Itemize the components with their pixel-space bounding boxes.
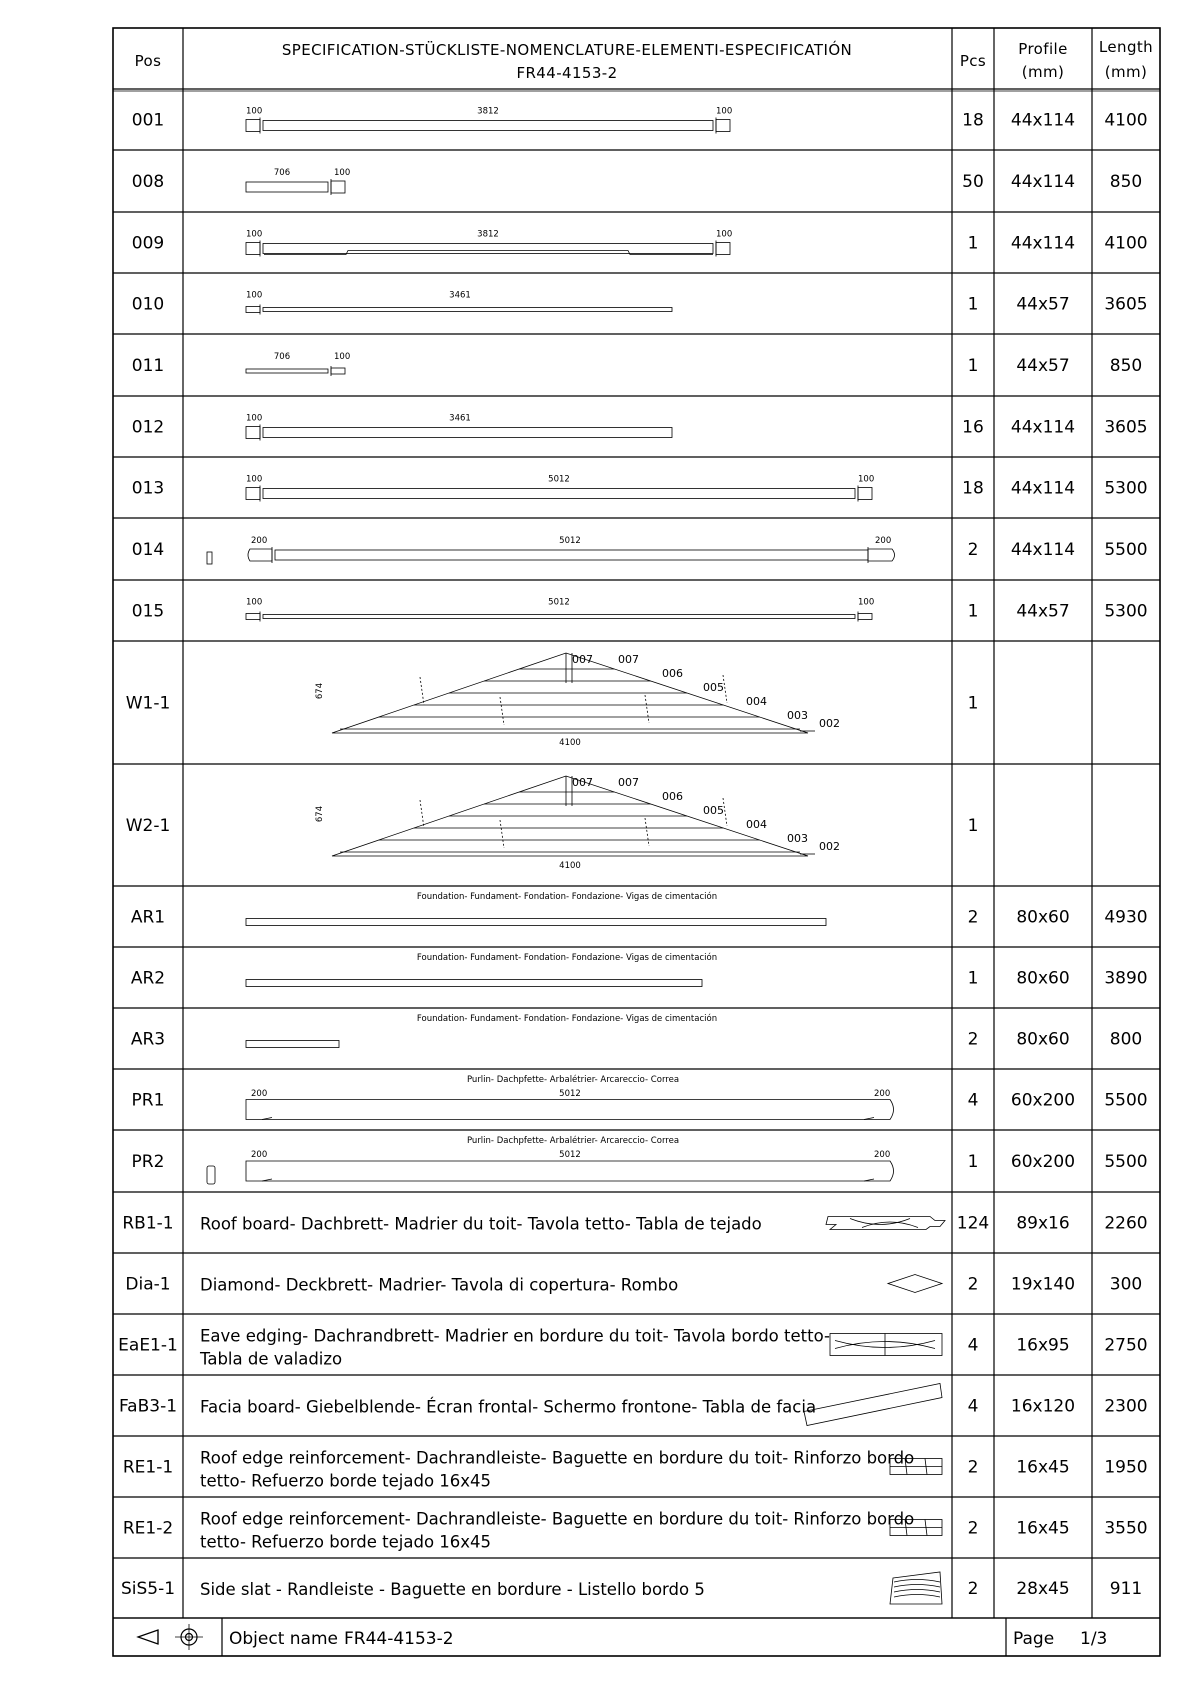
row-pcs: 1 [967, 968, 979, 989]
row-pos: RE1-2 [122, 1518, 174, 1539]
row-description: Roof board- Dachbrett- Madrier du toit- Tavola tetto- Tabla de tejado [200, 1214, 762, 1234]
row-profile: 44x114 [1010, 478, 1076, 499]
dim-left: 200 [251, 1150, 268, 1160]
row-pcs: 2 [967, 1029, 979, 1050]
object-name-value: FR44-4153-2 [344, 1629, 454, 1649]
truss-member-label: 005 [703, 681, 724, 694]
spec-rows [113, 91, 1160, 1618]
part-drawing [246, 952, 717, 987]
eave-edging-profile-icon [830, 1334, 942, 1356]
row-profile: 89x16 [1016, 1213, 1070, 1234]
row-pos: 014 [131, 540, 165, 560]
footer-block [113, 1618, 1160, 1656]
row-length: 850 [1109, 356, 1143, 376]
dim-mid: 5012 [559, 1150, 581, 1160]
row-pcs: 2 [967, 1274, 979, 1295]
row-length: 5500 [1104, 540, 1148, 560]
part-drawing [246, 352, 350, 376]
dim-right: 100 [858, 474, 875, 485]
header-title: SPECIFICATION-STÜCKLISTE-NOMENCLATURE-ELEMENTI-ESPECIFICATIÓN [281, 41, 853, 59]
row-pos: 009 [131, 233, 165, 254]
row-pos: 015 [131, 601, 165, 622]
row-profile: 16x120 [1010, 1396, 1076, 1417]
table-row [113, 291, 1160, 335]
row-length: 1950 [1104, 1457, 1148, 1478]
row-pcs: 4 [967, 1090, 979, 1111]
row-profile: 80x60 [1016, 1029, 1070, 1050]
row-profile: 16x95 [1016, 1335, 1070, 1356]
dim-right: 200 [874, 1089, 891, 1099]
drawing-caption: Foundation- Fundament- Fondation- Fondazione- Vigas de cimentación [416, 1014, 718, 1024]
row-length: 911 [1109, 1579, 1143, 1599]
row-description: Facia board- Giebelblende- Écran frontal- Schermo frontone- Tabla de facia [200, 1397, 817, 1417]
dim-left: 100 [246, 290, 263, 301]
part-drawing [199, 1327, 942, 1369]
part-drawing [315, 653, 840, 748]
table-row [113, 776, 1160, 886]
page-value: 1/3 [1080, 1629, 1108, 1649]
row-pos: 011 [131, 356, 165, 376]
row-pos: FaB3-1 [118, 1396, 178, 1417]
dim-mid: 3812 [477, 229, 499, 240]
truss-member-label: 003 [787, 832, 808, 845]
row-profile: 80x60 [1016, 907, 1070, 928]
table-row [113, 952, 1160, 1008]
table-row [113, 536, 1160, 580]
row-pcs: 124 [956, 1213, 990, 1234]
row-pcs: 18 [962, 110, 984, 131]
row-description: Roof edge reinforcement- Dachrandleiste- Baguette en bordure du toit- Rinforzo bordo [200, 1448, 915, 1468]
dim-mid: 5012 [548, 474, 570, 485]
part-drawing [246, 291, 672, 315]
row-pcs: 1 [967, 233, 979, 254]
row-pcs: 1 [967, 601, 979, 622]
dim-height: 674 [315, 805, 325, 823]
row-pos: RE1-1 [122, 1457, 174, 1478]
header-length: Length [1098, 38, 1154, 56]
dim-left: 100 [246, 413, 263, 424]
part-drawing [200, 1215, 945, 1234]
row-pos: EaE1-1 [118, 1335, 178, 1356]
row-length: 300 [1109, 1274, 1143, 1295]
row-pos: 008 [131, 172, 165, 192]
row-description: Roof edge reinforcement- Dachrandleiste- Baguette en bordure du toit- Rinforzo bordo [200, 1509, 915, 1529]
dim-mid: 5012 [548, 597, 570, 608]
row-pcs: 1 [967, 816, 979, 836]
truss-member-label: 005 [703, 804, 724, 817]
row-length: 2750 [1104, 1335, 1148, 1356]
dim-left: 100 [246, 229, 263, 240]
dim-mid: 5012 [559, 536, 581, 546]
part-drawing [200, 1275, 942, 1295]
table-row [113, 1572, 1160, 1618]
row-length: 3890 [1104, 968, 1148, 989]
part-drawing [246, 891, 826, 926]
header-profile: Profile [1018, 40, 1068, 58]
truss-member-label: 007 [572, 653, 593, 666]
header-row [113, 38, 1160, 89]
part-drawing [246, 475, 874, 502]
row-pcs: 16 [962, 417, 984, 438]
part-drawing [246, 168, 350, 195]
row-pcs: 4 [967, 1396, 979, 1417]
row-profile: 44x114 [1010, 417, 1076, 438]
dim-height: 674 [315, 682, 325, 700]
header-pcs: Pcs [959, 52, 987, 70]
dim-right: 200 [874, 1150, 891, 1160]
row-profile: 44x57 [1016, 294, 1070, 315]
dim-right: 100 [334, 352, 351, 362]
header-profile-unit: (mm) [1021, 63, 1065, 81]
row-profile: 60x200 [1010, 1090, 1076, 1111]
dim-right: 100 [716, 106, 733, 117]
part-drawing [246, 1074, 894, 1120]
row-length: 5300 [1104, 601, 1148, 622]
truss-member-label: 003 [787, 709, 808, 722]
row-profile: 44x57 [1016, 601, 1070, 622]
header-drawing-number: FR44-4153-2 [516, 64, 618, 82]
row-pos: Dia-1 [125, 1274, 171, 1295]
dim-base: 4100 [559, 738, 581, 748]
row-profile: 28x45 [1016, 1579, 1070, 1599]
drawing-caption: Purlin- Dachpfette- Arbalétrier- Arcareccio- Correa [466, 1075, 680, 1085]
row-pos: 012 [131, 417, 165, 438]
side-slat-profile-icon [890, 1572, 942, 1604]
row-length: 3605 [1104, 294, 1148, 315]
row-length: 4100 [1104, 110, 1148, 131]
row-pos: SiS5-1 [120, 1579, 176, 1599]
table-row [113, 1327, 1160, 1376]
row-pcs: 2 [967, 1518, 979, 1539]
table-row [113, 1135, 1160, 1192]
dim-right: 200 [875, 536, 892, 546]
dim-mid: 3461 [449, 290, 471, 301]
row-pos: AR1 [130, 907, 166, 928]
dim-left: 200 [251, 536, 268, 546]
row-description-cont: tetto- Refuerzo borde tejado 16x45 [200, 1471, 492, 1491]
table-row [113, 352, 1160, 396]
dim-left: 706 [273, 168, 291, 178]
truss-member-label: 006 [662, 667, 683, 680]
part-drawing [246, 414, 672, 441]
truss-member-label: 004 [746, 818, 767, 831]
part-drawing [207, 1135, 894, 1184]
truss-member-label: 007 [618, 653, 639, 666]
row-profile: 44x57 [1016, 356, 1070, 376]
dim-left: 100 [246, 106, 263, 117]
table-row [113, 1074, 1160, 1130]
row-description-cont: tetto- Refuerzo borde tejado 16x45 [200, 1532, 492, 1552]
row-pos: W1-1 [125, 693, 171, 714]
row-pcs: 2 [967, 1457, 979, 1478]
row-pcs: 1 [967, 1152, 979, 1172]
row-length: 4100 [1104, 233, 1148, 254]
table-row [113, 1214, 1160, 1254]
row-pcs: 50 [962, 172, 984, 192]
table-row [113, 1510, 1160, 1559]
dim-left: 200 [251, 1089, 268, 1099]
drawing-caption: Foundation- Fundament- Fondation- Fondazione- Vigas de cimentación [416, 892, 718, 902]
part-drawing [200, 1384, 942, 1426]
part-drawing [200, 1572, 942, 1604]
row-pos: AR2 [130, 968, 166, 989]
row-description: Diamond- Deckbrett- Madrier- Tavola di copertura- Rombo [200, 1275, 679, 1295]
row-pcs: 2 [967, 1579, 979, 1599]
row-length: 2260 [1104, 1213, 1148, 1234]
part-drawing [207, 536, 895, 564]
row-length: 5500 [1104, 1152, 1148, 1172]
drawing-caption: Foundation- Fundament- Fondation- Fondazione- Vigas de cimentación [416, 953, 718, 963]
truss-member-label: 006 [662, 790, 683, 803]
row-length: 800 [1109, 1029, 1143, 1050]
part-drawing [246, 598, 874, 622]
row-length: 4930 [1104, 907, 1148, 928]
row-length: 3550 [1104, 1518, 1148, 1539]
row-profile: 44x114 [1010, 110, 1076, 131]
part-drawing [200, 1510, 942, 1552]
row-pcs: 1 [967, 356, 979, 376]
drawing-caption: Purlin- Dachpfette- Arbalétrier- Arcareccio- Correa [466, 1136, 680, 1146]
table-row [113, 1013, 1160, 1069]
row-length: 5300 [1104, 478, 1148, 499]
table-row [113, 1384, 1160, 1437]
dim-mid: 3812 [477, 106, 499, 117]
roof-board-profile-icon [826, 1217, 945, 1230]
row-pcs: 4 [967, 1335, 979, 1356]
table-row [113, 91, 1160, 150]
row-profile: 16x45 [1016, 1518, 1070, 1539]
table-row [113, 475, 1160, 519]
dim-right: 100 [716, 229, 733, 240]
truss-member-label: 002 [819, 717, 840, 730]
row-profile: 44x114 [1010, 540, 1076, 560]
row-length: 5500 [1104, 1090, 1148, 1111]
truss-member-label: 002 [819, 840, 840, 853]
row-pos: 001 [131, 110, 165, 131]
row-pos: AR3 [130, 1029, 166, 1050]
row-pos: 010 [131, 294, 165, 315]
part-drawing [246, 230, 732, 257]
page-label: Page [1013, 1629, 1055, 1649]
table-row [113, 598, 1160, 642]
row-length: 3605 [1104, 417, 1148, 438]
header-length-unit: (mm) [1104, 63, 1148, 81]
row-pcs: 18 [962, 478, 984, 499]
object-name-label: Object name [229, 1629, 338, 1649]
dim-base: 4100 [559, 861, 581, 871]
row-pos: W2-1 [125, 816, 171, 836]
table-row [113, 414, 1160, 458]
row-pcs: 1 [967, 693, 979, 714]
table-row [113, 891, 1160, 947]
part-drawing [246, 1013, 717, 1048]
dim-right: 100 [858, 597, 875, 608]
row-description-cont: Tabla de valadizo [200, 1349, 343, 1369]
truss-member-label: 004 [746, 695, 767, 708]
row-pos: PR1 [131, 1090, 165, 1111]
table-row [113, 230, 1160, 274]
row-pos: RB1-1 [122, 1213, 174, 1234]
dim-mid: 5012 [559, 1089, 581, 1099]
row-profile: 16x45 [1016, 1457, 1070, 1478]
row-length: 850 [1109, 172, 1143, 192]
row-pcs: 2 [967, 907, 979, 928]
dim-left: 706 [273, 352, 291, 362]
table-row [113, 168, 1160, 212]
row-pos: PR2 [131, 1152, 165, 1172]
table-row [113, 1275, 1160, 1315]
row-profile: 19x140 [1010, 1274, 1076, 1295]
dim-left: 100 [246, 597, 263, 608]
part-drawing [246, 107, 732, 134]
dim-mid: 3461 [449, 413, 471, 424]
part-drawing [200, 1449, 942, 1491]
table-row [113, 653, 1160, 764]
row-length: 2300 [1104, 1396, 1148, 1417]
table-row [113, 1449, 1160, 1498]
row-profile: 44x114 [1010, 233, 1076, 254]
facia-board-icon [804, 1384, 942, 1426]
row-profile: 44x114 [1010, 172, 1076, 192]
row-description: Side slat - Randleiste - Baguette en bordure - Listello bordo 5 [200, 1580, 705, 1599]
truss-member-label: 007 [572, 776, 593, 789]
diamond-icon [888, 1275, 942, 1293]
row-pcs: 2 [967, 540, 979, 560]
dim-right: 100 [334, 168, 351, 178]
truss-member-label: 007 [618, 776, 639, 789]
header-pos: Pos [134, 52, 162, 70]
row-profile: 80x60 [1016, 968, 1070, 989]
row-pcs: 1 [967, 294, 979, 315]
row-description: Eave edging- Dachrandbrett- Madrier en bordure du toit- Tavola bordo tetto- [200, 1326, 830, 1346]
row-pos: 013 [131, 478, 165, 499]
dim-left: 100 [246, 474, 263, 485]
projection-symbol-icon [138, 1624, 203, 1650]
part-drawing [315, 776, 840, 871]
row-profile: 60x200 [1010, 1152, 1076, 1172]
